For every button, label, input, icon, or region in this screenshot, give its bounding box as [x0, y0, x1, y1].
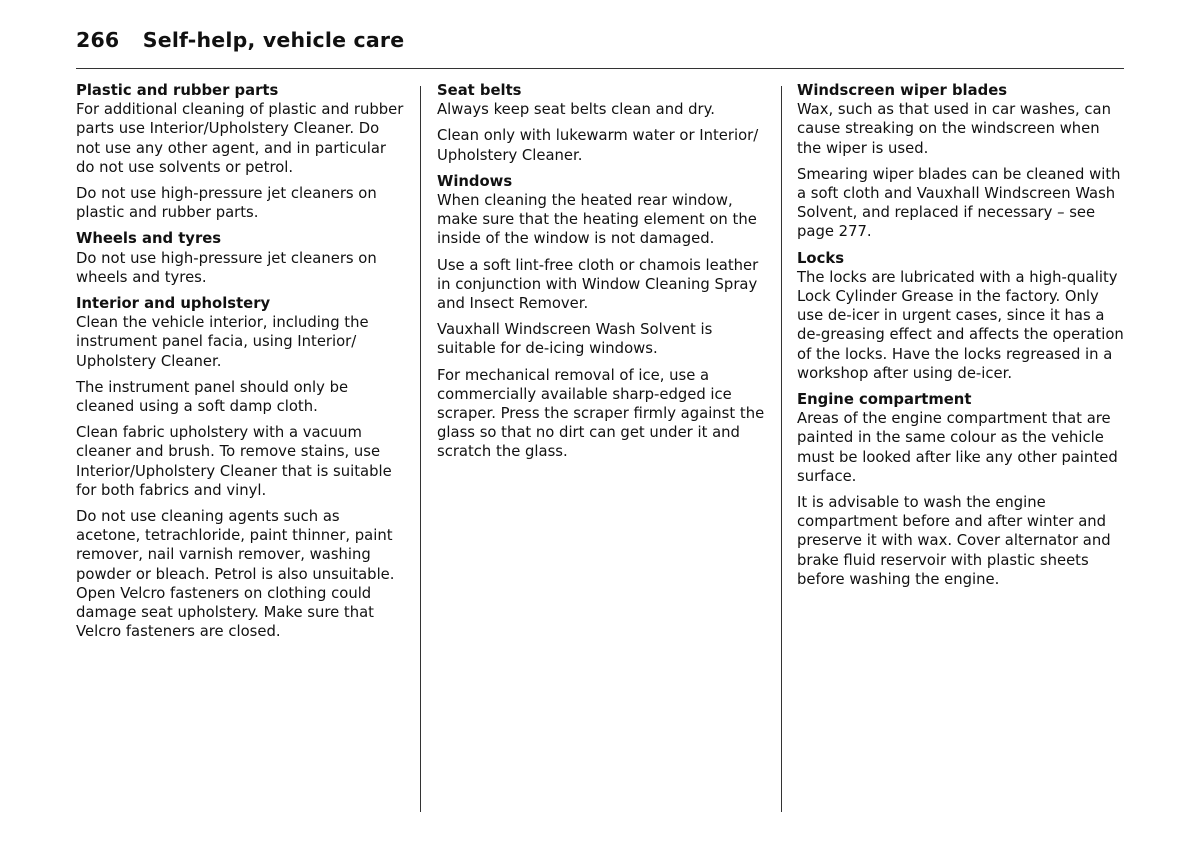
section-seat-belts: [437, 81, 767, 165]
paragraph: For additional cleaning of plastic and rubber parts use Interior/Upholstery Cleaner. Do not use any other agent, and in particular do not use solvents or petrol.: [76, 101, 404, 176]
column-divider: [420, 86, 421, 812]
section-heading: Engine compartment: [797, 391, 972, 409]
section-locks: [797, 249, 1127, 383]
paragraph: When cleaning the heated rear window, make sure that the heating element on the inside of the window is not damaged.: [437, 192, 757, 248]
section-heading: Wheels and tyres: [76, 230, 222, 248]
section-wheels-and-tyres: [76, 229, 406, 287]
column-1: [76, 81, 406, 648]
paragraph: The instrument panel should only be cleaned using a soft damp cloth.: [76, 378, 349, 416]
header-divider: [76, 68, 1124, 69]
paragraph: Use a soft lint-free cloth or chamois leather in conjunction with Window Cleaning Spray and Insect Remover.: [437, 256, 759, 313]
paragraph: Clean fabric upholstery with a vacuum cleaner and brush. To remove stains, use Interior/Upholstery Cleaner that is suitable for both fabrics and vinyl.: [76, 424, 392, 499]
column-3: [797, 81, 1127, 596]
paragraph: Do not use cleaning agents such as acetone, tetrachloride, paint thinner, paint remover, nail varnish remover, washing powder or bleach. Petrol is also unsuitable. Open Velcro fasteners on clothing could damage seat upholstery. Make sure that Velcro fasteners are closed.: [76, 508, 395, 641]
page-header: [76, 28, 404, 52]
section-heading: Seat belts: [437, 82, 522, 99]
section-plastic-and-rubber-parts: [76, 81, 406, 222]
section-windows: [437, 172, 767, 462]
column-2: [437, 81, 767, 469]
section-engine-compartment: [797, 390, 1127, 589]
paragraph: Smearing wiper blades can be cleaned with a soft cloth and Vauxhall Windscreen Wash Solvent, and replaced if necessary – see page 277.: [797, 165, 1121, 241]
column-divider: [781, 86, 782, 812]
section-heading: Interior and upholstery: [76, 295, 271, 313]
paragraph: The locks are lubricated with a high-quality Lock Cylinder Grease in the factory. Only use de-icer in urgent cases, since it has a de-greasing effect and affects the operation of the locks. Have the locks regreased in a workshop after using de-icer.: [797, 268, 1124, 382]
paragraph: Wax, such as that used in car washes, can cause streaking on the windscreen when the wiper is used.: [797, 101, 1111, 157]
paragraph: It is advisable to wash the engine compartment before and after winter and preserve it with wax. Cover alternator and brake fluid reservoir with plastic sheets before washing the engine.: [797, 494, 1111, 588]
paragraph: Clean the vehicle interior, including the instrument panel facia, using Interior/ Upholstery Cleaner.: [76, 314, 369, 370]
section-heading: Locks: [797, 249, 845, 267]
paragraph: Do not use high-pressure jet cleaners on plastic and rubber parts.: [76, 185, 377, 222]
paragraph: Do not use high-pressure jet cleaners on wheels and tyres.: [76, 249, 377, 286]
section-interior-and-upholstery: [76, 294, 406, 641]
section-heading: Windows: [437, 172, 513, 190]
paragraph: Vauxhall Windscreen Wash Solvent is suitable for de-icing windows.: [437, 321, 713, 358]
paragraph: Always keep seat belts clean and dry.: [437, 101, 715, 119]
section-heading: Windscreen wiper blades: [797, 82, 1008, 99]
page-number: 266: [76, 28, 120, 52]
section-heading: Plastic and rubber parts: [76, 82, 279, 99]
paragraph: For mechanical removal of ice, use a commercially available sharp-edged ice scraper. Press the scraper firmly against the glass so that no dirt can get under it and scratch the glass.: [437, 366, 765, 461]
paragraph: Areas of the engine compartment that are painted in the same colour as the vehicle must be looked after like any other painted surface.: [797, 410, 1118, 485]
section-windscreen-wiper-blades: [797, 81, 1127, 242]
page-title: Self-help, vehicle care: [142, 28, 405, 52]
paragraph: Clean only with lukewarm water or Interior/ Upholstery Cleaner.: [437, 127, 759, 164]
